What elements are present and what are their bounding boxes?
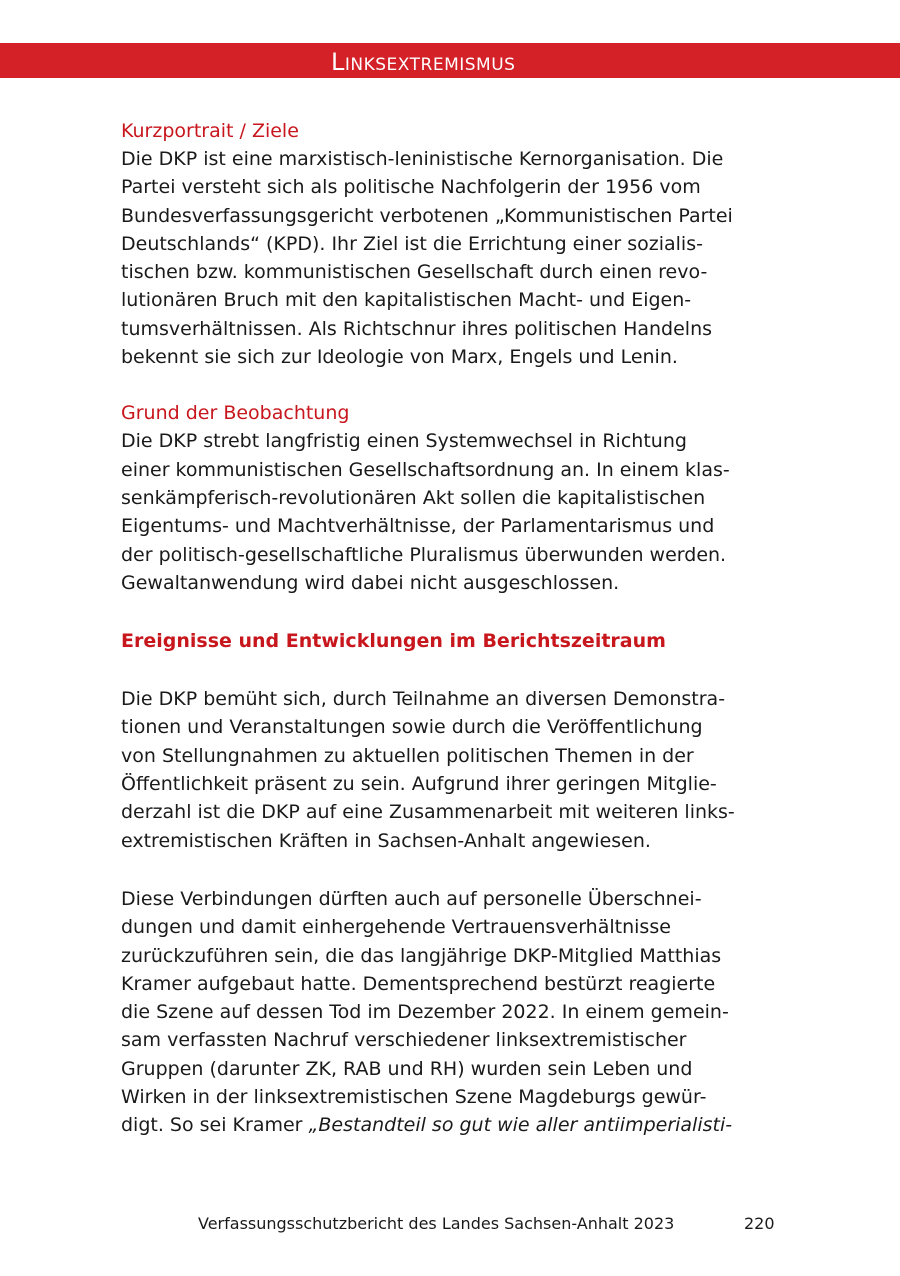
text-line: tumsverhältnissen. Als Richtschnur ihres politischen Handelns <box>121 317 713 340</box>
text-line: Deutschlands“ (KPD). Ihr Ziel ist die Errichtung einer sozialis- <box>121 232 703 255</box>
text-line: Diese Verbindungen dürften auch auf personelle Überschnei- <box>121 887 702 910</box>
text-line: tischen bzw. kommunistischen Gesellschaft durch einen revo- <box>121 261 708 284</box>
page-number: 220 <box>744 1214 775 1233</box>
text-line: Die DKP ist eine marxistisch-leninistische Kernorganisation. Die <box>121 148 724 170</box>
text-line: von Stellungnahmen zu aktuellen politischen Themen in der <box>121 744 694 767</box>
text-line: senkämpferisch-revolutionären Akt sollen die kapitalistischen <box>121 486 706 509</box>
text-line: Öffentlichkeit präsent zu sein. Aufgrund ihrer geringen Mitglie- <box>121 773 717 796</box>
text-line: bekennt sie sich zur Ideologie von Marx, Engels und Lenin. <box>121 346 678 369</box>
paragraph-ereignisse-1 <box>121 685 783 855</box>
paragraph-beobachtung <box>121 427 783 597</box>
text-line: tionen und Veranstaltungen sowie durch die Veröffentlichung <box>121 716 703 739</box>
text-line: extremistischen Kräften in Sachsen-Anhalt angewiesen. <box>121 829 651 852</box>
text-line: Die DKP bemüht sich, durch Teilnahme an diversen Demonstra- <box>121 688 726 711</box>
text-line: lutionären Bruch mit den kapitalistischen Macht- und Eigen- <box>121 289 692 312</box>
text-line: Die DKP strebt langfristig einen Systemwechsel in Richtung <box>121 430 687 453</box>
chapter-title: Linksextremismus <box>331 48 516 76</box>
paragraph-kurzportrait <box>121 145 783 371</box>
paragraph-ereignisse-2 <box>121 885 783 1140</box>
footer-title: Verfassungsschutzbericht des Landes Sachsen-Anhalt 2023 <box>198 1214 675 1233</box>
text-line: Bundesverfassungsgericht verbotenen „Kommunistischen Partei <box>121 204 733 227</box>
text-line: zurückzuführen sein, die das langjährige DKP-Mitglied Matthias <box>121 944 722 967</box>
section-heading-ereignisse: Ereignisse und Entwicklungen im Berichtszeitraum <box>121 630 666 653</box>
text-line: einer kommunistischen Gesellschaftsordnung an. In einem klas- <box>121 458 730 481</box>
text-line: dungen und damit einhergehende Vertrauensverhältnisse <box>121 916 671 939</box>
text-line-last <box>121 1111 783 1139</box>
text-line: die Szene auf dessen Tod im Dezember 2022. In einem gemein- <box>121 1001 729 1024</box>
text-line: Gewaltanwendung wird dabei nicht ausgeschlossen. <box>121 571 620 594</box>
text-line: Partei versteht sich als politische Nachfolgerin der 1956 vom <box>121 176 701 199</box>
text-line: sam verfassten Nachruf verschiedener linksextremistischer <box>121 1029 687 1052</box>
text-line: der politisch-gesellschaftliche Pluralismus überwunden werden. <box>121 543 727 566</box>
text-plain: digt. So sei Kramer <box>121 1114 309 1137</box>
section-heading-beobachtung: Grund der Beobachtung <box>121 402 350 425</box>
main-content <box>121 117 783 1140</box>
text-line: derzahl ist die DKP auf eine Zusammenarbeit mit weiteren links- <box>121 801 735 824</box>
text-line: Wirken in der linksextremistischen Szene Magdeburgs gewür- <box>121 1086 707 1109</box>
section-heading-kurzportrait: Kurzportrait / Ziele <box>121 120 299 142</box>
text-line: Gruppen (darunter ZK, RAB und RH) wurden sein Leben und <box>121 1057 693 1080</box>
text-line: Kramer aufgebaut hatte. Dementsprechend bestürzt reagierte <box>121 972 716 995</box>
quote-italic: „Bestandteil so gut wie aller antiimperialisti- <box>308 1114 733 1137</box>
chapter-banner <box>0 43 900 78</box>
text-line: Eigentums- und Machtverhältnisse, der Parlamentarismus und <box>121 515 715 538</box>
